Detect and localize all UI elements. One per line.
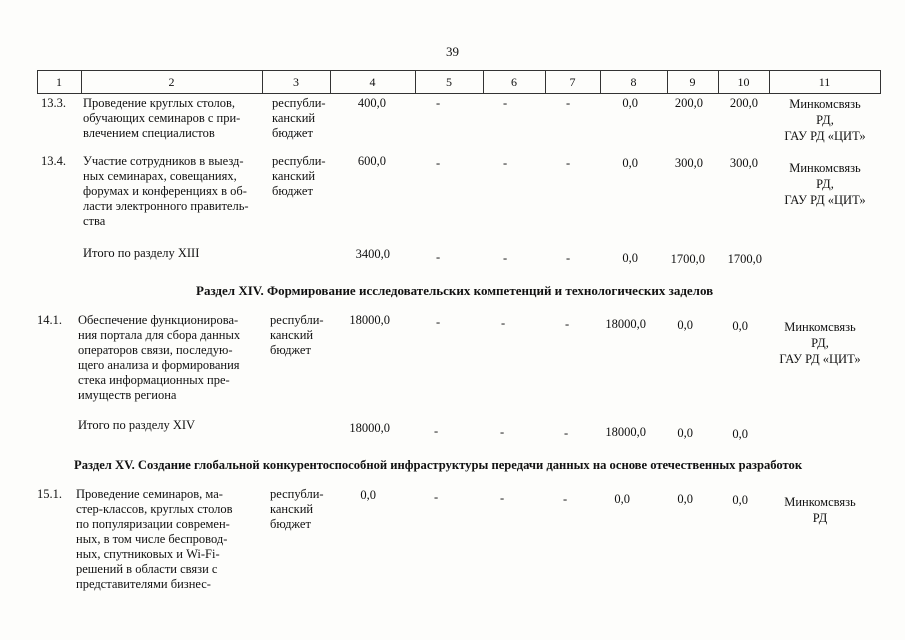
section-title-xv: Раздел XV. Создание глобальной конкурентоспособной инфраструктуры передачи данных на основе отечественных разработок xyxy=(74,458,803,472)
col5-value: - xyxy=(434,490,439,504)
header-col-1: 1 xyxy=(56,75,62,89)
col8-value: 0,0 xyxy=(622,156,638,170)
header-col-3: 3 xyxy=(293,75,299,89)
subtotal-col8: 18000,0 xyxy=(605,425,646,439)
table-header-row xyxy=(37,70,881,94)
col8-value: 0,0 xyxy=(622,96,638,110)
header-col-8: 8 xyxy=(630,75,637,89)
funding-source: республи- канский бюджет xyxy=(272,96,326,140)
col5-value: - xyxy=(436,156,441,170)
row-number: 15.1. xyxy=(37,487,62,501)
col10-value: 200,0 xyxy=(729,96,758,110)
total-value: 0,0 xyxy=(360,488,376,502)
header-col-10: 10 xyxy=(737,75,750,89)
row-number: 13.3. xyxy=(41,96,66,110)
header-col-6: 6 xyxy=(511,75,517,89)
col8-value: 18000,0 xyxy=(605,317,646,331)
subtotal-col9: 1700,0 xyxy=(670,252,705,266)
col9-value: 0,0 xyxy=(677,492,693,506)
col10-value: 300,0 xyxy=(729,156,758,170)
col10-value: 0,0 xyxy=(732,493,748,507)
col6-value: - xyxy=(503,96,508,110)
funding-source: республи- канский бюджет xyxy=(270,487,324,531)
header-col-4: 4 xyxy=(369,75,376,89)
col9-value: 200,0 xyxy=(674,96,703,110)
subtotal-col7: - xyxy=(566,251,571,265)
subtotal-col7: - xyxy=(564,426,569,440)
total-value: 600,0 xyxy=(357,154,386,168)
col7-value: - xyxy=(563,492,568,506)
header-col-11: 11 xyxy=(818,75,831,89)
page-number: 39 xyxy=(446,44,459,59)
responsible-org: Минкомсвязь РД xyxy=(784,495,856,525)
total-value: 18000,0 xyxy=(349,313,390,327)
subtotal-col10: 0,0 xyxy=(732,427,748,441)
responsible-org: Минкомсвязь РД, ГАУ РД «ЦИТ» xyxy=(784,161,866,207)
subtotal-col5: - xyxy=(436,250,441,264)
col6-value: - xyxy=(501,316,506,330)
subtotal-col10: 1700,0 xyxy=(727,252,762,266)
col5-value: - xyxy=(436,96,441,110)
row-number: 14.1. xyxy=(37,313,62,327)
funding-source: республи- канский бюджет xyxy=(272,154,326,198)
col9-value: 300,0 xyxy=(674,156,703,170)
funding-source: республи- канский бюджет xyxy=(270,313,324,357)
row-description: Обеспечение функционирова- ния портала для сбора данных операторов связи, последую- щего анализа и формирования стека информационных пре- имуществ региона xyxy=(78,313,241,402)
col8-value: 0,0 xyxy=(614,492,630,506)
col7-value: - xyxy=(566,96,571,110)
subtotal-total: 18000,0 xyxy=(349,421,390,435)
header-col-9: 9 xyxy=(689,75,696,89)
col7-value: - xyxy=(566,156,571,170)
subtotal-total: 3400,0 xyxy=(355,247,390,261)
header-col-5: 5 xyxy=(446,75,452,89)
col9-value: 0,0 xyxy=(677,318,693,332)
total-value: 400,0 xyxy=(357,96,386,110)
responsible-org: Минкомсвязь РД, ГАУ РД «ЦИТ» xyxy=(784,97,866,143)
subtotal-col6: - xyxy=(503,251,508,265)
header-col-7: 7 xyxy=(569,75,576,89)
subtotal-label: Итого по разделу XIII xyxy=(83,246,200,260)
header-col-2: 2 xyxy=(168,75,175,89)
subtotal-col8: 0,0 xyxy=(622,251,638,265)
col10-value: 0,0 xyxy=(732,319,748,333)
col5-value: - xyxy=(436,315,441,329)
row-number: 13.4. xyxy=(41,154,66,168)
row-description: Проведение семинаров, ма- стер-классов, круглых столов по популяризации современ- ных, в том числе беспровод- ных, спутниковых и Wi-Fi- решений в области связи с представителями бизнес- xyxy=(76,487,233,591)
subtotal-col9: 0,0 xyxy=(677,426,693,440)
col6-value: - xyxy=(500,491,505,505)
row-description: Участие сотрудников в выезд- ных семинарах, совещаниях, форумах и конференциях в об- ласти электронного правитель- ства xyxy=(83,154,249,228)
section-title-xiv: Раздел XIV. Формирование исследовательских компетенций и технологических заделов xyxy=(196,283,714,298)
subtotal-col5: - xyxy=(434,424,439,438)
col7-value: - xyxy=(565,317,570,331)
responsible-org: Минкомсвязь РД, ГАУ РД «ЦИТ» xyxy=(779,320,861,366)
row-description: Проведение круглых столов, обучающих семинаров с при- влечением специалистов xyxy=(83,96,241,140)
subtotal-col6: - xyxy=(500,425,505,439)
subtotal-label: Итого по разделу XIV xyxy=(78,418,196,432)
col6-value: - xyxy=(503,156,508,170)
